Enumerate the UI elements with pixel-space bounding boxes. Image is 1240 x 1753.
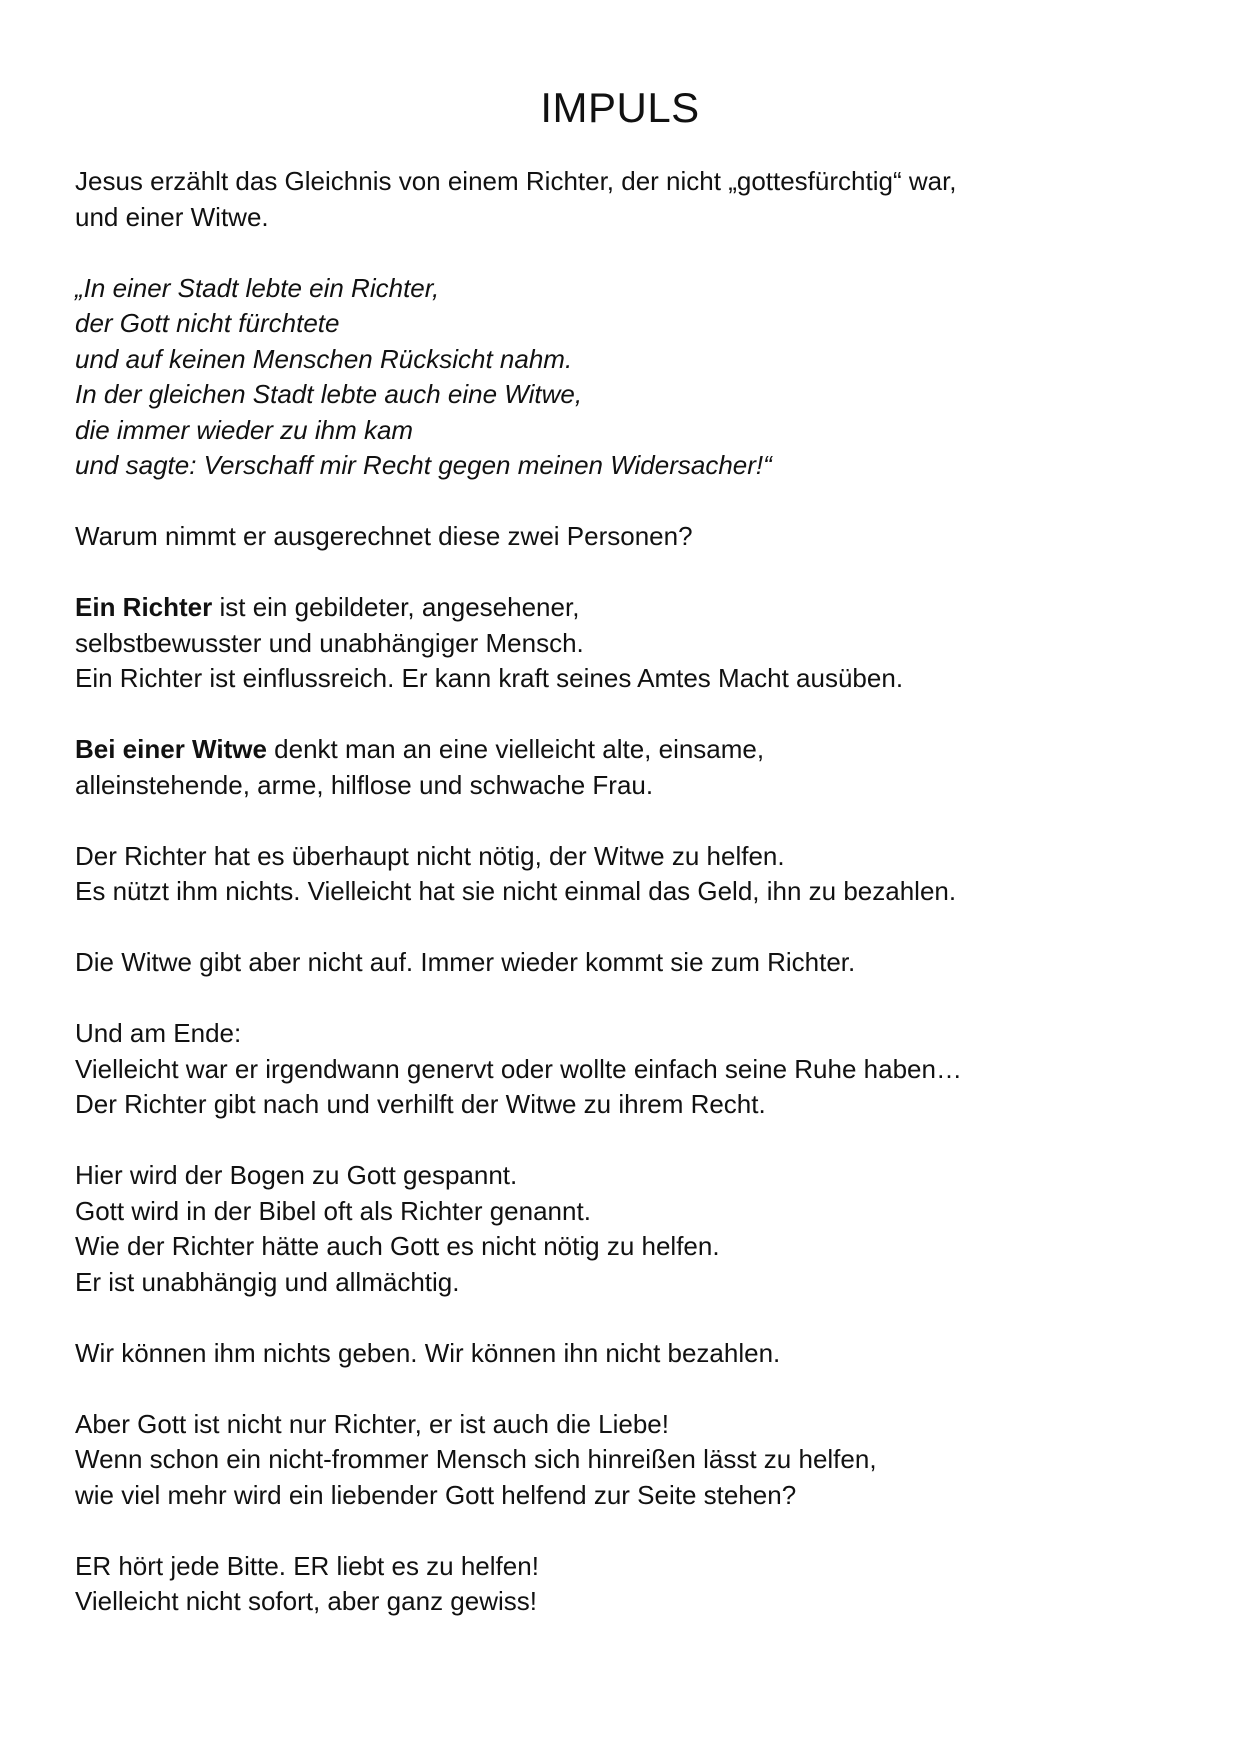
document-body [75,164,1175,1620]
judge-paragraph-line: Ein Richter ist einflussreich. Er kann kraft seines Amtes Macht ausüben. [75,663,904,693]
paragraph-line: Der Richter hat es überhaupt nicht nötig, der Witwe zu helfen. [75,840,785,871]
paragraph-line: Hier wird der Bogen zu Gott gespannt. [75,1160,518,1190]
quote-line: und sagte: Verschaff mir Recht gegen meinen Widersacher!“ [75,450,772,480]
quote-line: die immer wieder zu ihm kam [75,414,414,445]
widow-paragraph-line [75,732,1175,768]
judge-bold-term: Ein Richter [75,592,213,622]
paragraph-line: ER hört jede Bitte. ER liebt es zu helfen! [75,1550,539,1581]
widow-paragraph-line: alleinstehende, arme, hilflose und schwache Frau. [75,769,654,800]
paragraph-line: Gott wird in der Bibel oft als Richter genannt. [75,1195,591,1226]
paragraph-line: Vielleicht nicht sofort, aber ganz gewiss! [75,1586,537,1616]
judge-paragraph-line [75,590,1175,626]
page-title: IMPULS [540,84,700,131]
paragraph-line: Wenn schon ein nicht-frommer Mensch sich hinreißen lässt zu helfen, [75,1444,877,1474]
paragraph-line: Und am Ende: [75,1018,242,1048]
paragraph-line: Der Richter gibt nach und verhilft der Witwe zu ihrem Recht. [75,1089,766,1119]
paragraph-line: Aber Gott ist nicht nur Richter, er ist auch die Liebe! [75,1408,669,1439]
quote-line: „In einer Stadt lebte ein Richter, [75,272,440,303]
paragraph-line: Wie der Richter hätte auch Gott es nicht nötig zu helfen. [75,1231,720,1261]
judge-text: ist ein gebildeter, angesehener, [212,592,580,622]
paragraph-line: Wir können ihm nichts geben. Wir können ihn nicht bezahlen. [75,1337,781,1368]
paragraph-line: Er ist unabhängig und allmächtig. [75,1266,460,1297]
question-line: Warum nimmt er ausgerechnet diese zwei Personen? [75,521,693,551]
quote-line: In der gleichen Stadt lebte auch eine Witwe, [75,379,583,409]
paragraph-line: Es nützt ihm nichts. Vielleicht hat sie nicht einmal das Geld, ihn zu bezahlen. [75,876,957,906]
intro-line: Jesus erzählt das Gleichnis von einem Richter, der nicht „gottesfürchtig“ war, [75,166,957,196]
widow-text: denkt man an eine vielleicht alte, einsame, [266,734,765,764]
quote-line: der Gott nicht fürchtete [75,308,340,338]
intro-line: und einer Witwe. [75,201,269,232]
paragraph-line: Die Witwe gibt aber nicht auf. Immer wieder kommt sie zum Richter. [75,947,856,977]
widow-bold-term: Bei einer Witwe [75,734,267,764]
judge-paragraph-line: selbstbewusster und unabhängiger Mensch. [75,627,584,658]
paragraph-line: Vielleicht war er irgendwann genervt oder wollte einfach seine Ruhe haben… [75,1053,962,1084]
quote-line: und auf keinen Menschen Rücksicht nahm. [75,343,573,374]
paragraph-line: wie viel mehr wird ein liebender Gott helfend zur Seite stehen? [75,1479,797,1510]
